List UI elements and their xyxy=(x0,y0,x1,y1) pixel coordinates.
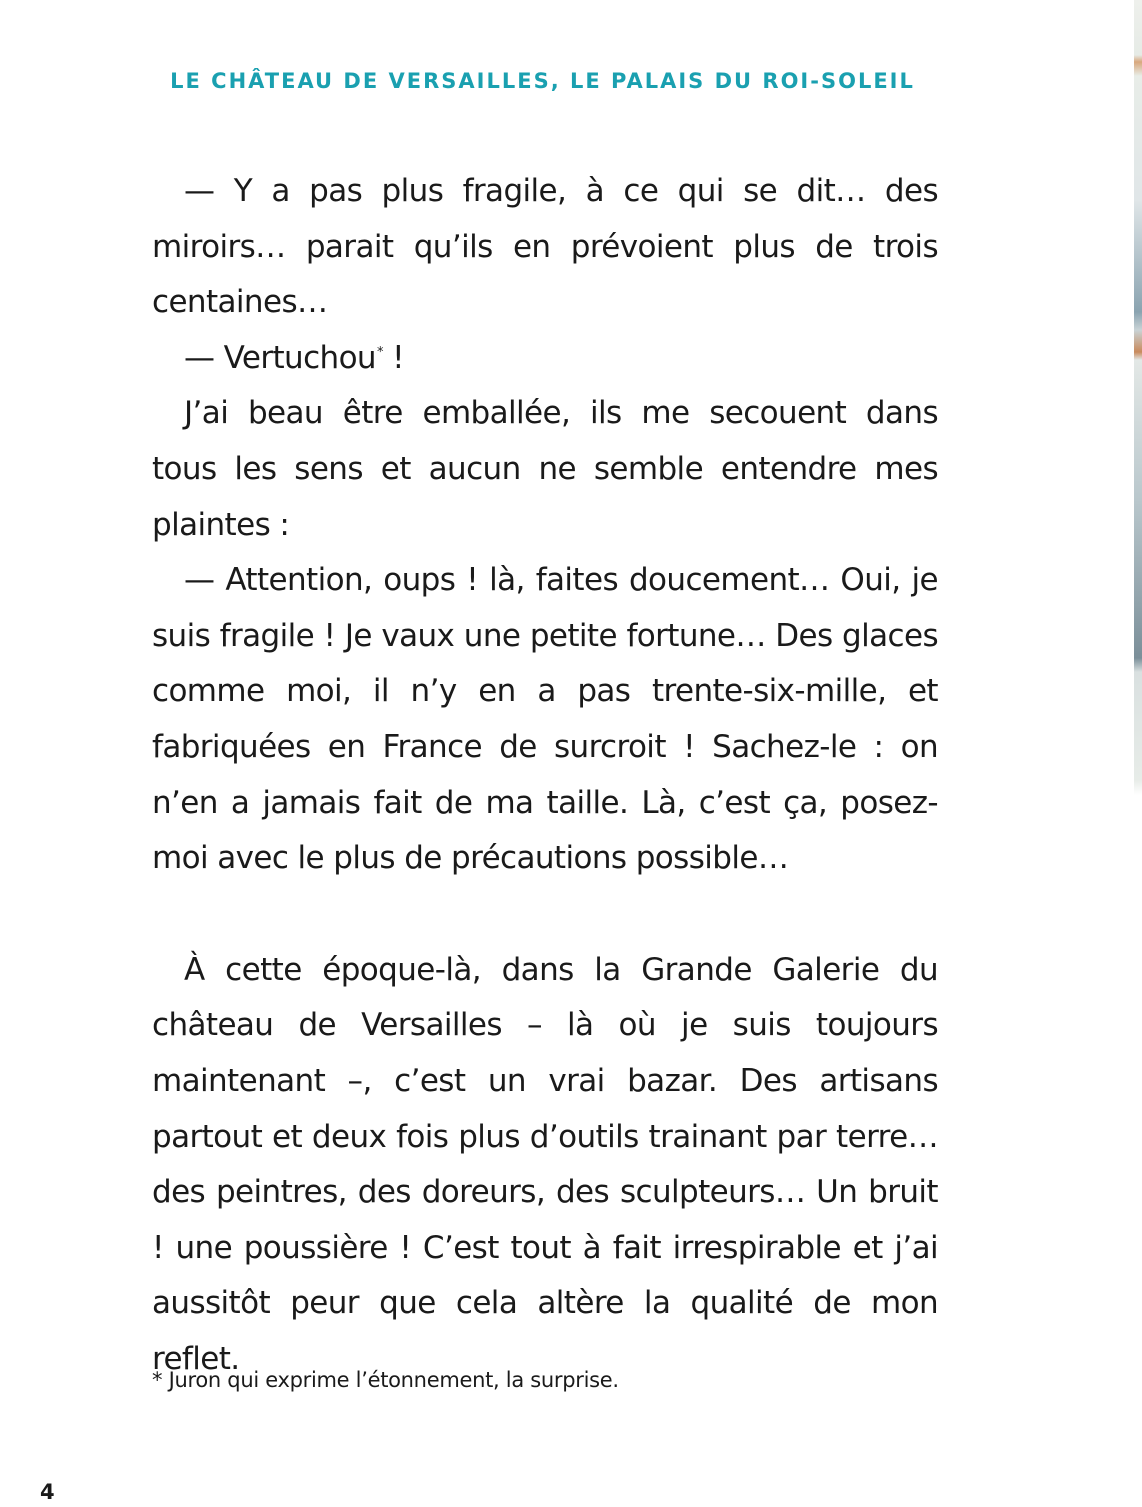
adjacent-page-image-edge xyxy=(1134,0,1142,795)
exclamation-text: — Vertuchou xyxy=(184,339,376,376)
page-number: 4 xyxy=(40,1480,55,1504)
paragraph-spacer xyxy=(152,887,938,943)
body-text xyxy=(152,164,938,1387)
footnote: * Juron qui exprime l’étonnement, la surprise. xyxy=(152,1368,619,1392)
running-title: LE CHÂTEAU DE VERSAILLES, LE PALAIS DU ROI-SOLEIL xyxy=(170,69,915,93)
paragraph-dialogue-2 xyxy=(152,331,938,387)
paragraph-dialogue-3: — Attention, oups ! là, faites doucement… Oui, je suis fragile ! Je vaux une petite fortune… Des glaces comme moi, il n’y en a pas trente-six-mille, et fabriquées en France de surcroit ! Sachez-le : on n’en a jamais fait de ma taille. Là, c’est ça, posez-moi avec le plus de précautions possible… xyxy=(152,562,938,877)
exclamation-mark: ! xyxy=(382,339,404,376)
paragraph-dialogue-1: — Y a pas plus fragile, à ce qui se dit… des miroirs… parait qu’ils en prévoient plus de trois centaines… xyxy=(152,173,938,321)
footnote-marker: * xyxy=(376,345,383,361)
paragraph-narration-1: J’ai beau être emballée, ils me secouent dans tous les sens et aucun ne semble entendre mes plaintes : xyxy=(152,395,938,543)
paragraph-narration-2: À cette époque-là, dans la Grande Galerie du château de Versailles – là où je suis toujours maintenant –, c’est un vrai bazar. Des artisans partout et deux fois plus d’outils trainant par terre… des peintres, des doreurs, des sculpteurs… Un bruit ! une poussière ! C’est tout à fait irrespirable et j’ai aussitôt peur que cela altère la qualité de mon reflet. xyxy=(152,951,938,1377)
